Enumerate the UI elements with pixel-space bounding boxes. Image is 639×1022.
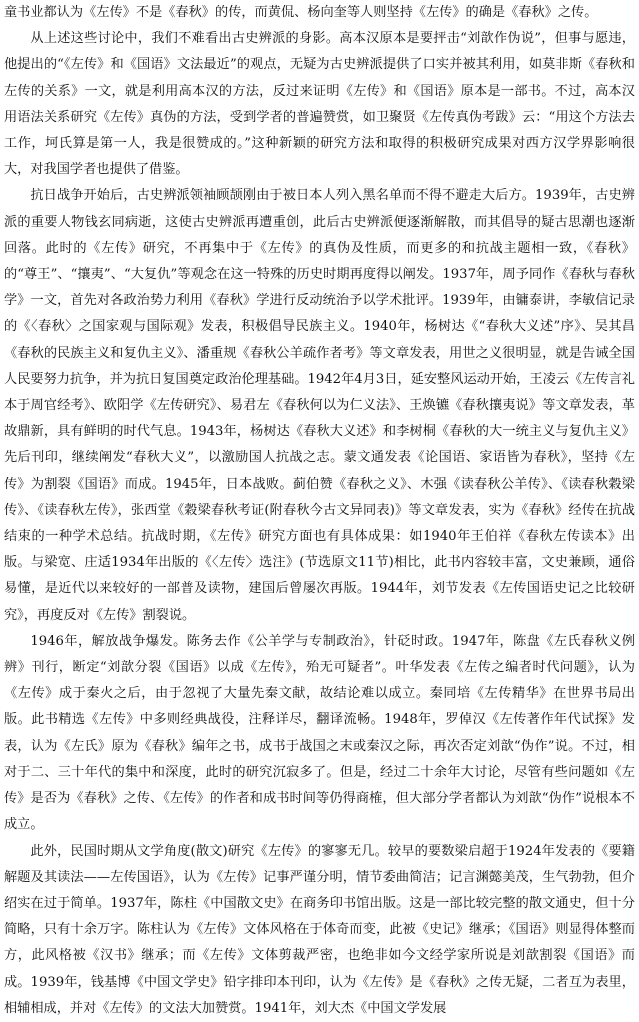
paragraph-5: 此外，民国时期从文学角度(散文)研究《左传》的寥寥无几。较早的要数梁启超于1924年发表的《要籍解题及其读法——左传国语》，认为《左传》记事严谨分明，情节委曲简洁；记言渊懿美茂，生气勃勃，但介绍实在过于简单。1937年，陈柱《中国散文史》在商务印书馆出版。这是一部比较完整的散文通史，但十分简略，只有十余万字。陈柱认为《左传》文体风格在于体奇而变，此被《史记》继承；《国语》则显得体整而方，此风格被《汉书》继承；而《左传》文体剪裁严密，也绝非如今文经学家所说是刘歆割裂《国语》而成。1939年，钱基博《中国文学史》铅字排印本刊印，认为《左传》是《春秋》之传无疑，二者互为表里，相辅相成，并对《左传》的文法大加赞赏。1941年，刘大杰《中国文学发展 [4, 843, 635, 1016]
paragraph-1: 童书业都认为《左传》不是《春秋》的传，而黄侃、杨向奎等人则坚持《左传》的确是《春秋》之传。 [4, 5, 598, 20]
paragraph-3: 抗日战争开始后，古史辨派领袖顾颉刚由于被日本人列入黑名单而不得不避走大后方。1939年，古史辨派的重要人物钱玄同病逝，这使古史辨派再遭重创，此后古史辨派便逐渐解散，而其倡导的疑古思潮也逐渐回落。此时的《左传》研究，不再集中于《左传》的真伪及性质，而更多的和抗战主题相一致，《春秋》的“尊王”、“攘夷”、“大复仇”等观念在这一特殊的历史时期再度得以阐发。1937年，周予同作《春秋与春秋学》一文，首先对各政治势力利用《春秋》学进行反动统治予以学术批评。1939年，由镛泰讲，李敏信记录的《〈春秋〉之国家观与国际观》发表，积极倡导民族主义。1940年，杨树达《“春秋大义述”序》、吴其昌《春秋的民族主义和复仇主义》、潘重规《春秋公羊疏作者考》等文章发表，用世之义很明显，就是告诫全国人民要努力抗争，并为抗日复国奠定政治伦理基础。1942年4月3日，延安整风运动开始，王凌云《左传言礼本于周官经考》、欧阳学《左传研究》、易君左《春秋何以为仁义法》、王焕镳《春秋攘夷说》等文章发表，革故鼎新，具有鲜明的时代气息。1943年，杨树达《春秋大义述》和李树桐《春秋的大一统主义与复仇主义》先后刊印，继续阐发“春秋大义”，以激励国人抗战之志。蒙文通发表《论国语、家语皆为春秋》，坚持《左传》为割裂《国语》而成。1945年，日本战败。蓟伯赞《春秋之义》、木强《读春秋公羊传》、《读春秋穀梁传》、《读春秋左传》，张西堂《穀梁春秋考证(附春秋今古文异同表)》等文章发表，实为《春秋》经传在抗战结束的一种学术总结。抗战时期，《左传》研究方面也有具体成果：如1940年王伯祥《春秋左传读本》出版。与梁宽、庄适1934年出版的《〈左传〉选注》(节选原文11节)相比，此书内容较丰富，文史兼顾，通俗易懂，是近代以来较好的一部普及读物，建国后曾屡次再版。1944年，刘节发表《左传国语史记之比较研究》，再度反对《左传》割裂说。 [4, 188, 635, 623]
paragraph-4: 1946年，解放战争爆发。陈务去作《公羊学与专制政治》，针砭时政。1947年，陈盘《左氏春秋义例辨》刊行，断定“刘歆分裂《国语》以成《左传》，殆无可疑者”。叶华发表《左传之编者时代问题》，认为《左传》成于秦火之后，由于忽视了大量先秦文献，故结论难以成立。秦同培《左传精华》在世界书局出版。此书精选《左传》中多则经典战役，注释详尽，翻译流畅。1948年，罗倬汉《左传著作年代试探》发表，认为《左氏》原为《春秋》编年之书，成书于战国之末或秦汉之际，再次否定刘歆“伪作”说。不过，相对于二、三十年代的集中和深度，此时的研究沉寂多了。但是，经过二十余年大讨论，尽管有些问题如《左传》是否为《春秋》之传、《左传》的作者和成书时间等仍得商榷，但大部分学者都认为刘歆“伪作”说根本不成立。 [4, 633, 635, 833]
paragraph-2: 从上述这些讨论中，我们不难看出古史辨派的身影。高本汉原本是要抨击“刘歆作伪说”，但事与愿违，他提出的“《左传》和《国语》文法最近”的观点，无疑为古史辨派提供了口实并被其利用，如莫非斯《春秋和左传的关系》一文，就是利用高本汉的方法，反过来证明《左传》和《国语》原本是一部书。不过，高本汉用语法关系研究《左传》真伪的方法，受到学者的普遍赞赏，如卫聚贤《左传真伪考跋》云：“用这个方法去工作，坷氏算是第一人，我是很赞成的。”这种新颖的研究方法和取得的积极研究成果对西方汉学界影响很大，对我国学者也提供了借鉴。 [4, 31, 635, 178]
